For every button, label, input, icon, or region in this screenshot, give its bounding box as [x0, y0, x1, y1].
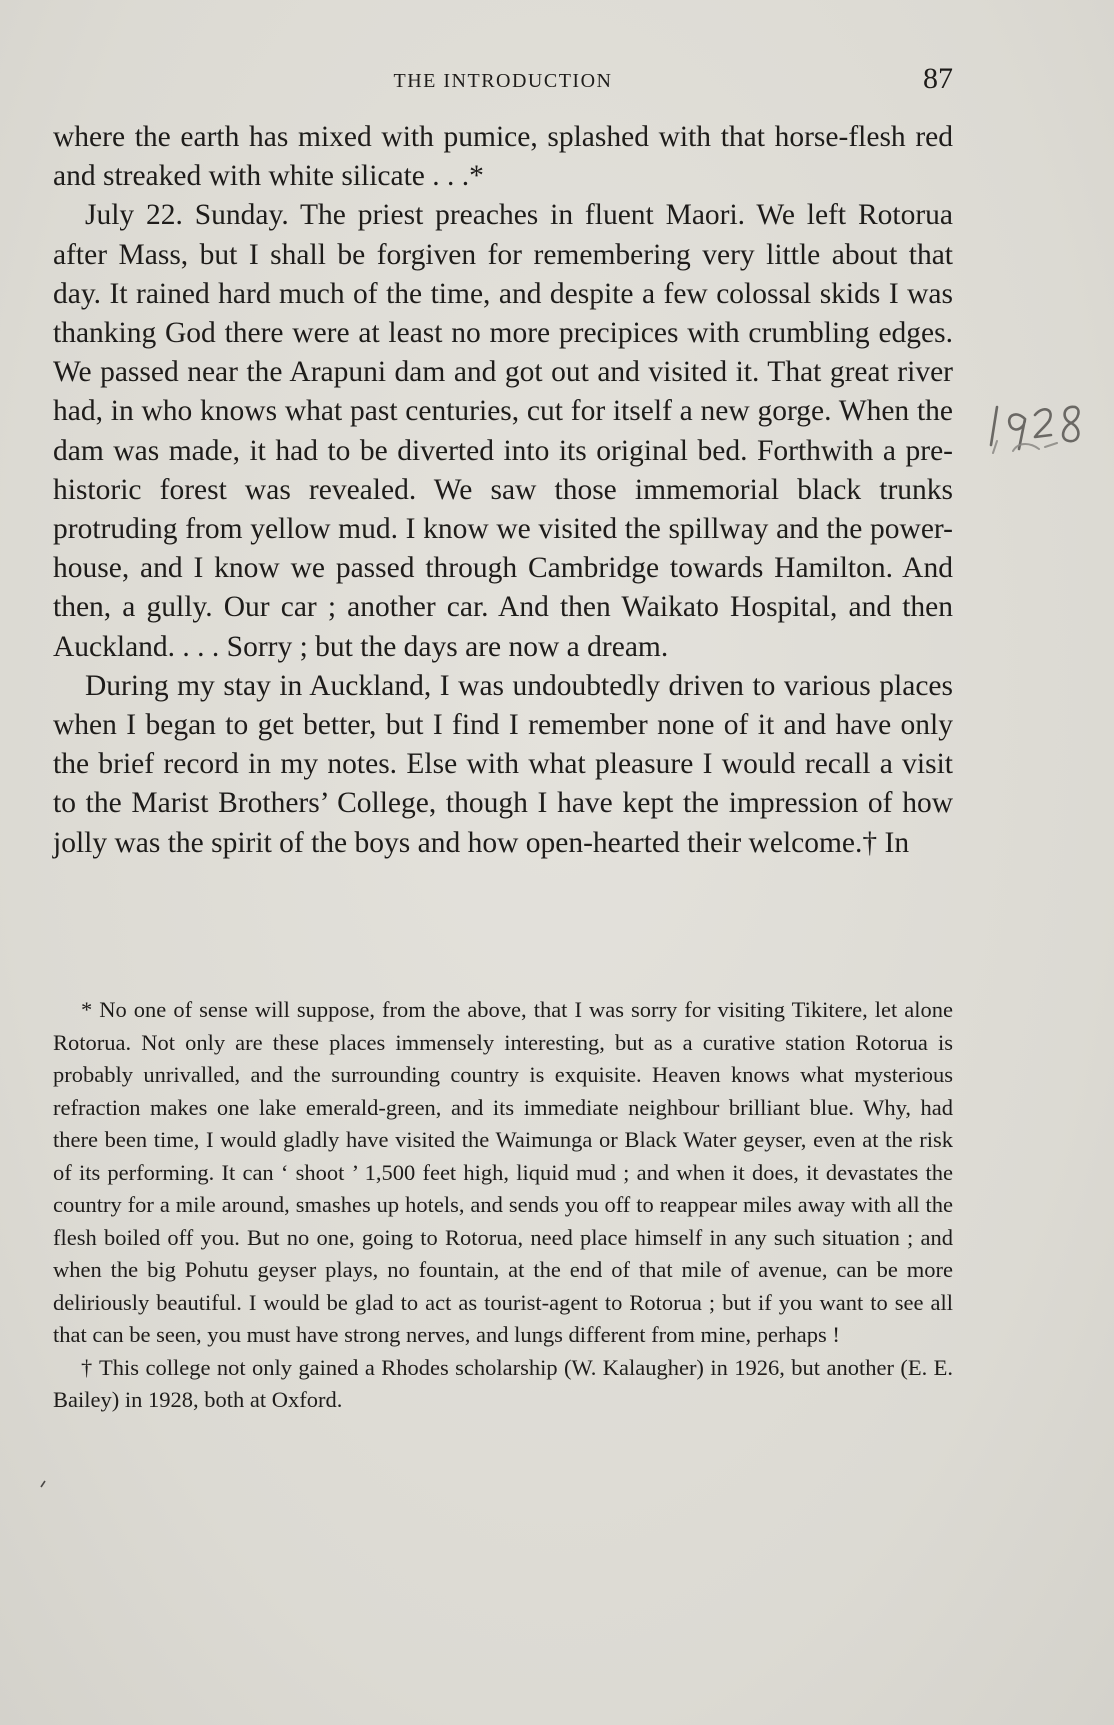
- body-paragraph: During my stay in Auckland, I was undoubtedly driven to various places when I began to get better, but I find I remember none of it and have only the brief record in my notes. Else with what pleasure I would recall a visit to the Marist Brothers’ College, though I have kept the impression of how jolly was the spirit of the boys and how open-hearted their welcome.† In: [53, 669, 953, 859]
- pencil-annotation-icon: [985, 393, 1095, 473]
- body-text: [53, 118, 953, 863]
- footnote: * No one of sense will suppose, from the above, that I was sorry for visiting Tikitere, let alone Rotorua. Not only are these places immensely interesting, but as a curative station Rotorua is probably unrivalled, and the surrounding country is exquisite. Heaven knows what mysterious refraction makes one lake emerald-green, and its immediate neighbour brilliant blue. Why, had there been time, I would gladly have visited the Waimunga or Black Water geyser, even at the risk of its performing. It can ‘ shoot ’ 1,500 feet high, liquid mud ; and when it does, it devastates the country for a mile around, smashes up hotels, and sends you off to reappear miles away with all the flesh boiled off you. But no one, going to Rotorua, need place himself in any such situation ; and when the big Pohutu geyser plays, no fountain, at the end of that mile of avenue, can be more deliriously beautiful. I would be glad to act as tourist-agent to Rotorua ; but if you want to see all that can be seen, you must have strong nerves, and lungs different from mine, perhaps !: [53, 997, 953, 1347]
- footnotes: [53, 994, 953, 1417]
- handwritten-margin-note: [985, 393, 1095, 473]
- margin-mark-icon: [40, 1480, 46, 1488]
- body-paragraph: where the earth has mixed with pumice, splashed with that horse-flesh red and streaked with white silicate . . .*: [53, 121, 953, 193]
- page-header: [53, 62, 953, 102]
- footnote: † This college not only gained a Rhodes scholarship (W. Kalaugher) in 1926, but another (E. E. Bailey) in 1928, both at Oxford.: [53, 1354, 953, 1412]
- page-number: 87: [923, 62, 953, 95]
- running-head: THE INTRODUCTION: [393, 70, 613, 92]
- body-paragraph: July 22. Sunday. The priest preaches in fluent Maori. We left Rotorua after Mass, but I shall be forgiven for remembering very little about that day. It rained hard much of the time, and despite a few colossal skids I was thanking God there were at least no more precipices with crumbling edges. We passed near the Arapuni dam and got out and visited it. That great river had, in who knows what past centuries, cut for itself a new gorge. When the dam was made, it had to be diverted into its original bed. Forthwith a pre-historic forest was revealed. We saw those immemorial black trunks protruding from yellow mud. I know we visited the spillway and the power-house, and I know we passed through Cambridge towards Hamilton. And then, a gully. Our car ; another car. And then Waikato Hospital, and then Auckland. . . . Sorry ; but the days are now a dream.: [53, 199, 953, 663]
